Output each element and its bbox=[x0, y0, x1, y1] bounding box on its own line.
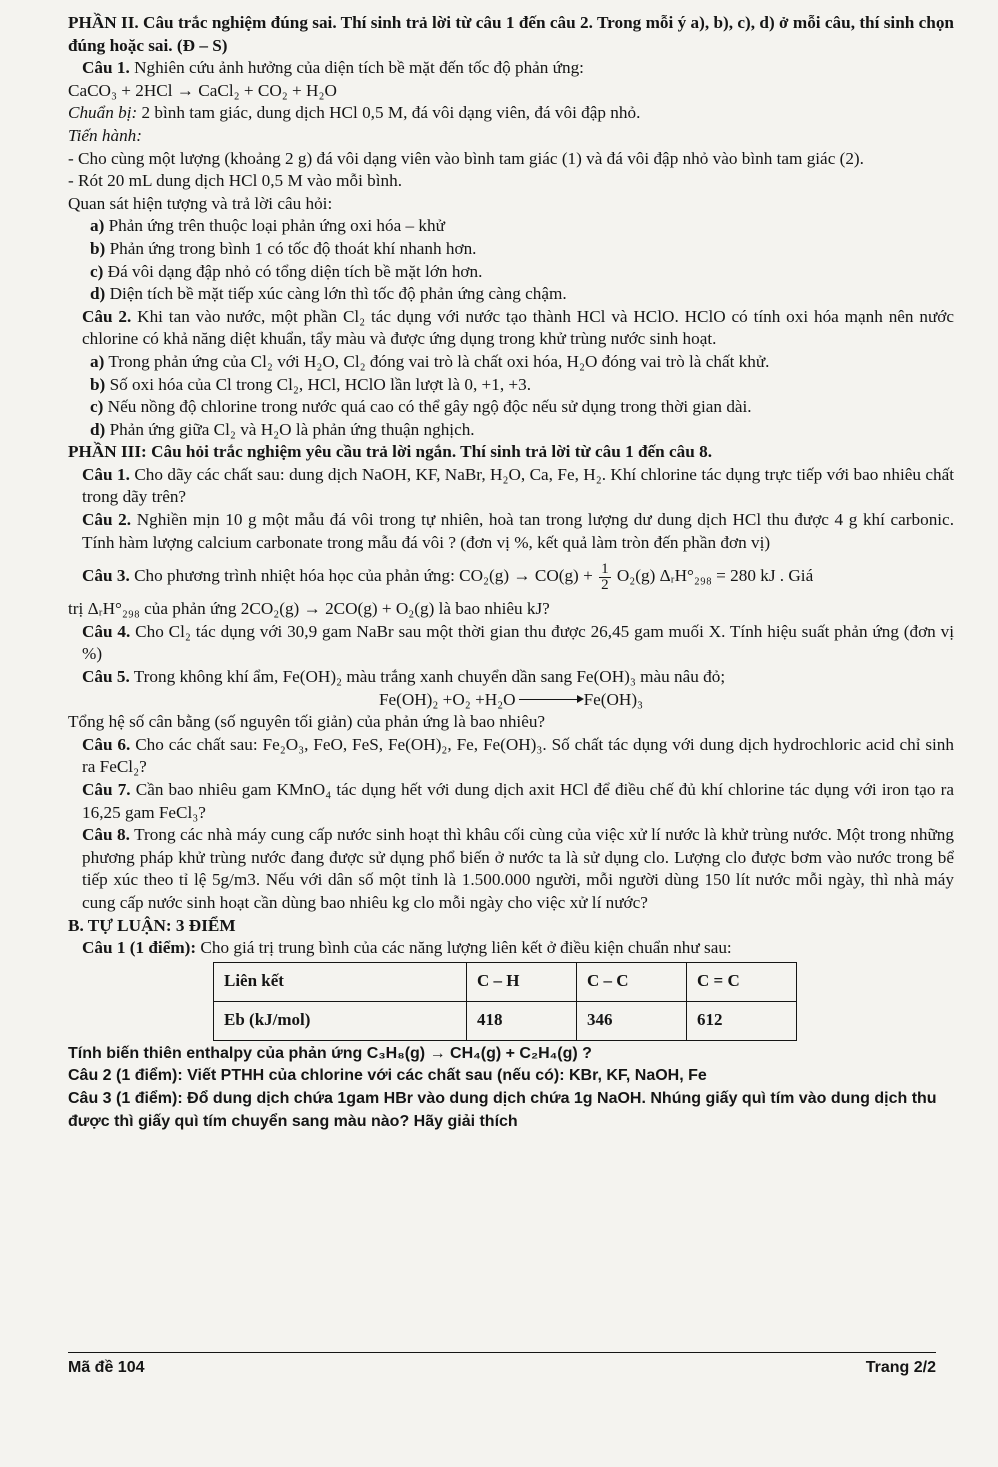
question-3-line-2: trị ΔᵣH°₂₉₈ của phản ứng 2CO₂(g) → 2CO(g) + O₂(g) là bao nhiêu kJ? bbox=[68, 599, 550, 619]
part3-question-2 bbox=[68, 509, 954, 554]
part3-question-3 bbox=[68, 554, 954, 598]
option-text: Số oxi hóa của Cl trong Cl₂, HCl, HClO lần lượt là 0, +1, +3. bbox=[109, 374, 532, 394]
option-item bbox=[68, 283, 954, 306]
option-key: b) bbox=[90, 374, 106, 394]
option-item bbox=[68, 374, 954, 397]
option-key: b) bbox=[90, 238, 106, 258]
question-text: Cho phương trình nhiệt hóa học của phản ứng: CO₂(g) → CO(g) + bbox=[134, 566, 593, 586]
reaction-equation: CaCO₃ + 2HCl → CaCl₂ + CO₂ + H₂O bbox=[68, 80, 337, 100]
question-5-prompt: Tổng hệ số cân bằng (số nguyên tối giản) của phản ứng là bao nhiêu? bbox=[68, 712, 546, 732]
equation-right: Fe(OH)₃ bbox=[583, 689, 644, 709]
table-cell: 418 bbox=[467, 1001, 577, 1040]
reaction-equation bbox=[68, 689, 954, 712]
partB-question-3 bbox=[68, 1088, 954, 1133]
procedure-step: - Rót 20 mL dung dịch HCl 0,5 M vào mỗi bình. bbox=[68, 171, 403, 191]
question-text: Cho dãy các chất sau: dung dịch NaOH, KF, NaBr, H₂O, Ca, Fe, H₂. Khí chlorine tác dụng trực tiếp với bao nhiêu chất trong dãy trên? bbox=[82, 464, 954, 507]
table-cell: Eb (kJ/mol) bbox=[214, 1001, 467, 1040]
option-text: Nếu nồng độ chlorine trong nước quá cao có thể gây ngộ độc nếu sử dụng trong thời gian dài. bbox=[107, 397, 752, 417]
exam-code: Mã đề 104 bbox=[68, 1359, 145, 1376]
part3-question-8 bbox=[68, 824, 954, 914]
reaction-arrow-icon bbox=[519, 699, 581, 700]
part3-question-7 bbox=[68, 779, 954, 824]
option-text: Phản ứng trong bình 1 có tốc độ thoát khí nhanh hơn. bbox=[109, 238, 477, 258]
question-label: Câu 1. bbox=[82, 58, 130, 78]
question-text: Cho các chất sau: Fe₂O₃, FeO, FeS, Fe(OH)₂, Fe, Fe(OH)₃. Số chất tác dụng với dung dịch hydrochloric acid chỉ sinh ra FeCl₂? bbox=[82, 734, 954, 777]
page-footer bbox=[68, 1352, 936, 1380]
part2-question-1 bbox=[68, 57, 954, 80]
question-text: Cho Cl₂ tác dụng với 30,9 gam NaBr sau một thời gian thu được 26,45 gam muối X. Tính hiệu suất phản ứng (đơn vị %) bbox=[82, 621, 954, 664]
question-text: Viết PTHH của chlorine với các chất sau (nếu có): KBr, KF, NaOH, Fe bbox=[187, 1067, 707, 1085]
question-label: Câu 2 (1 điểm): bbox=[68, 1067, 183, 1085]
question-label: Câu 2. bbox=[82, 306, 132, 326]
table-header-row bbox=[214, 962, 797, 1001]
question-text: Nghiên cứu ảnh hưởng của diện tích bề mặt đến tốc độ phản ứng: bbox=[134, 58, 584, 78]
part3-question-4 bbox=[68, 621, 954, 666]
part2-heading: PHẦN II. Câu trắc nghiệm đúng sai. Thí sinh trả lời từ câu 1 đến câu 2. Trong mỗi ý a), b), c), d) ở mỗi câu, thí sinh chọn đúng hoặc sai. (Đ – S) bbox=[68, 13, 954, 55]
observe-instruction: Quan sát hiện tượng và trả lời câu hỏi: bbox=[68, 193, 333, 213]
option-key: c) bbox=[90, 261, 104, 281]
table-row bbox=[214, 1001, 797, 1040]
option-key: d) bbox=[90, 419, 106, 439]
question-label: Câu 5. bbox=[82, 667, 130, 687]
table-cell: 346 bbox=[577, 1001, 687, 1040]
option-item bbox=[68, 238, 954, 261]
question-label: Câu 7. bbox=[82, 780, 131, 799]
option-item bbox=[68, 419, 954, 442]
partB-heading: B. TỰ LUẬN: 3 ĐIỂM bbox=[68, 915, 236, 935]
preparation-label: Chuẩn bị: bbox=[68, 103, 138, 123]
question-text: Trong các nhà máy cung cấp nước sinh hoạt thì khâu cối cùng của việc xử lí nước là khử trùng nước. Một trong những phương pháp khử trùng nước đang được sử dụng phổ biến ở nước ta là sử dụng clo. Lượng clo được bơm vào nước trong bể tiếp xúc theo tỉ lệ 5g/m3. Nếu với dân số một tỉnh là 1.500.000 người, mỗi người dùng 150 lít nước mỗi ngày, thì nhà máy cung cấp nước sinh hoạt cần dùng bao nhiêu kg clo mỗi ngày cho việc xử lí nước? bbox=[82, 825, 954, 912]
option-item bbox=[68, 215, 954, 238]
option-key: a) bbox=[90, 351, 105, 371]
option-item bbox=[68, 396, 954, 419]
question-label: Câu 1 (1 điểm): bbox=[82, 938, 197, 958]
fraction-one-half: $\frac{1}{2}$ bbox=[601, 560, 609, 593]
preparation-text: 2 bình tam giác, dung dịch HCl 0,5 M, đá vôi dạng viên, đá vôi đập nhỏ. bbox=[141, 103, 641, 123]
question-text: Nghiền mịn 10 g một mẫu đá vôi trong tự nhiên, hoà tan trong lượng dư dung dịch HCl thu được 4 g khí carbonic. Tính hàm lượng calcium carbonate trong mẫu đá vôi ? (đơn vị %, kết quả làm tròn đến phần đơn vị) bbox=[82, 510, 954, 552]
option-item bbox=[68, 351, 954, 374]
question-text: Cần bao nhiêu gam KMnO₄ tác dụng hết với dung dịch axit HCl để điều chế đủ khí chlorine tác dụng với iron tạo ra 16,25 gam FeCl₃? bbox=[82, 780, 955, 822]
page-number: Trang 2/2 bbox=[865, 1359, 936, 1376]
question-label: Câu 8. bbox=[82, 825, 130, 845]
question-label: Câu 3. bbox=[82, 566, 130, 586]
partB-question-1-prompt: Tính biến thiên enthalpy của phản ứng C₃H₈(g) → CH₄(g) + C₂H₄(g) ? bbox=[68, 1044, 592, 1062]
question-text: Khi tan vào nước, một phần Cl₂ tác dụng với nước tạo thành HCl và HClO. HClO có tính oxi hóa mạnh nên nước chlorine có khả năng diệt khuẩn, tẩy màu và được ứng dụng trong khử trùng nước sinh hoạt. bbox=[82, 306, 954, 349]
option-text: Trong phản ứng của Cl₂ với H₂O, Cl₂ đóng vai trò là chất oxi hóa, H₂O đóng vai trò là chất khử. bbox=[108, 351, 770, 371]
table-header: C – H bbox=[467, 962, 577, 1001]
question-text: Cho giá trị trung bình của các năng lượng liên kết ở điều kiện chuẩn như sau: bbox=[200, 938, 732, 958]
table-header: Liên kết bbox=[214, 962, 467, 1001]
question-label: Câu 1. bbox=[82, 464, 130, 484]
part3-question-1 bbox=[68, 464, 954, 509]
procedure-step: - Cho cùng một lượng (khoảng 2 g) đá vôi dạng viên vào bình tam giác (1) và đá vôi đập nhỏ vào bình tam giác (2). bbox=[68, 148, 864, 168]
procedure-label: Tiến hành: bbox=[68, 125, 143, 145]
question-label: Câu 3 (1 điểm): bbox=[68, 1089, 183, 1107]
question-label: Câu 4. bbox=[82, 621, 131, 641]
part3-heading: PHẦN III: Câu hỏi trắc nghiệm yêu cầu trả lời ngắn. Thí sinh trả lời từ câu 1 đến câu 8. bbox=[68, 442, 713, 462]
option-text: Phản ứng trên thuộc loại phản ứng oxi hóa – khử bbox=[108, 216, 445, 236]
table-header: C = C bbox=[687, 962, 797, 1001]
part2-question-2 bbox=[68, 306, 954, 351]
table-cell: 612 bbox=[687, 1001, 797, 1040]
option-key: d) bbox=[90, 284, 106, 304]
equation-tail: O₂(g) ΔᵣH°₂₉₈ = 280 kJ . Giá bbox=[616, 566, 814, 586]
option-text: Phản ứng giữa Cl₂ và H₂O là phản ứng thuận nghịch. bbox=[109, 419, 475, 439]
question-label: Câu 6. bbox=[82, 734, 131, 754]
question-text: Trong không khí ẩm, Fe(OH)₂ màu trắng xanh chuyển dần sang Fe(OH)₃ màu nâu đỏ; bbox=[133, 667, 726, 687]
option-key: a) bbox=[90, 216, 105, 236]
question-label: Câu 2. bbox=[82, 510, 132, 530]
option-text: Diện tích bề mặt tiếp xúc càng lớn thì tốc độ phản ứng càng chậm. bbox=[109, 284, 567, 304]
equation-left: Fe(OH)₂ +O₂ +H₂O bbox=[378, 689, 516, 709]
part3-question-6 bbox=[68, 734, 954, 779]
option-item bbox=[68, 261, 954, 284]
bond-energy-table bbox=[213, 962, 797, 1041]
option-key: c) bbox=[90, 397, 104, 417]
partB-question-1 bbox=[68, 937, 954, 960]
partB-question-2 bbox=[68, 1065, 954, 1088]
exam-page bbox=[68, 12, 954, 1133]
option-text: Đá vôi dạng đập nhỏ có tổng diện tích bề mặt lớn hơn. bbox=[107, 261, 483, 281]
preparation bbox=[68, 102, 954, 125]
table-header: C – C bbox=[577, 962, 687, 1001]
part3-question-5 bbox=[68, 666, 954, 689]
question-text: Đổ dung dịch chứa 1gam HBr vào dung dịch chứa 1g NaOH. Nhúng giấy quì tím vào dung dịch thu được thì giấy quì tím chuyển sang màu nào? Hãy giải thích bbox=[68, 1089, 937, 1130]
